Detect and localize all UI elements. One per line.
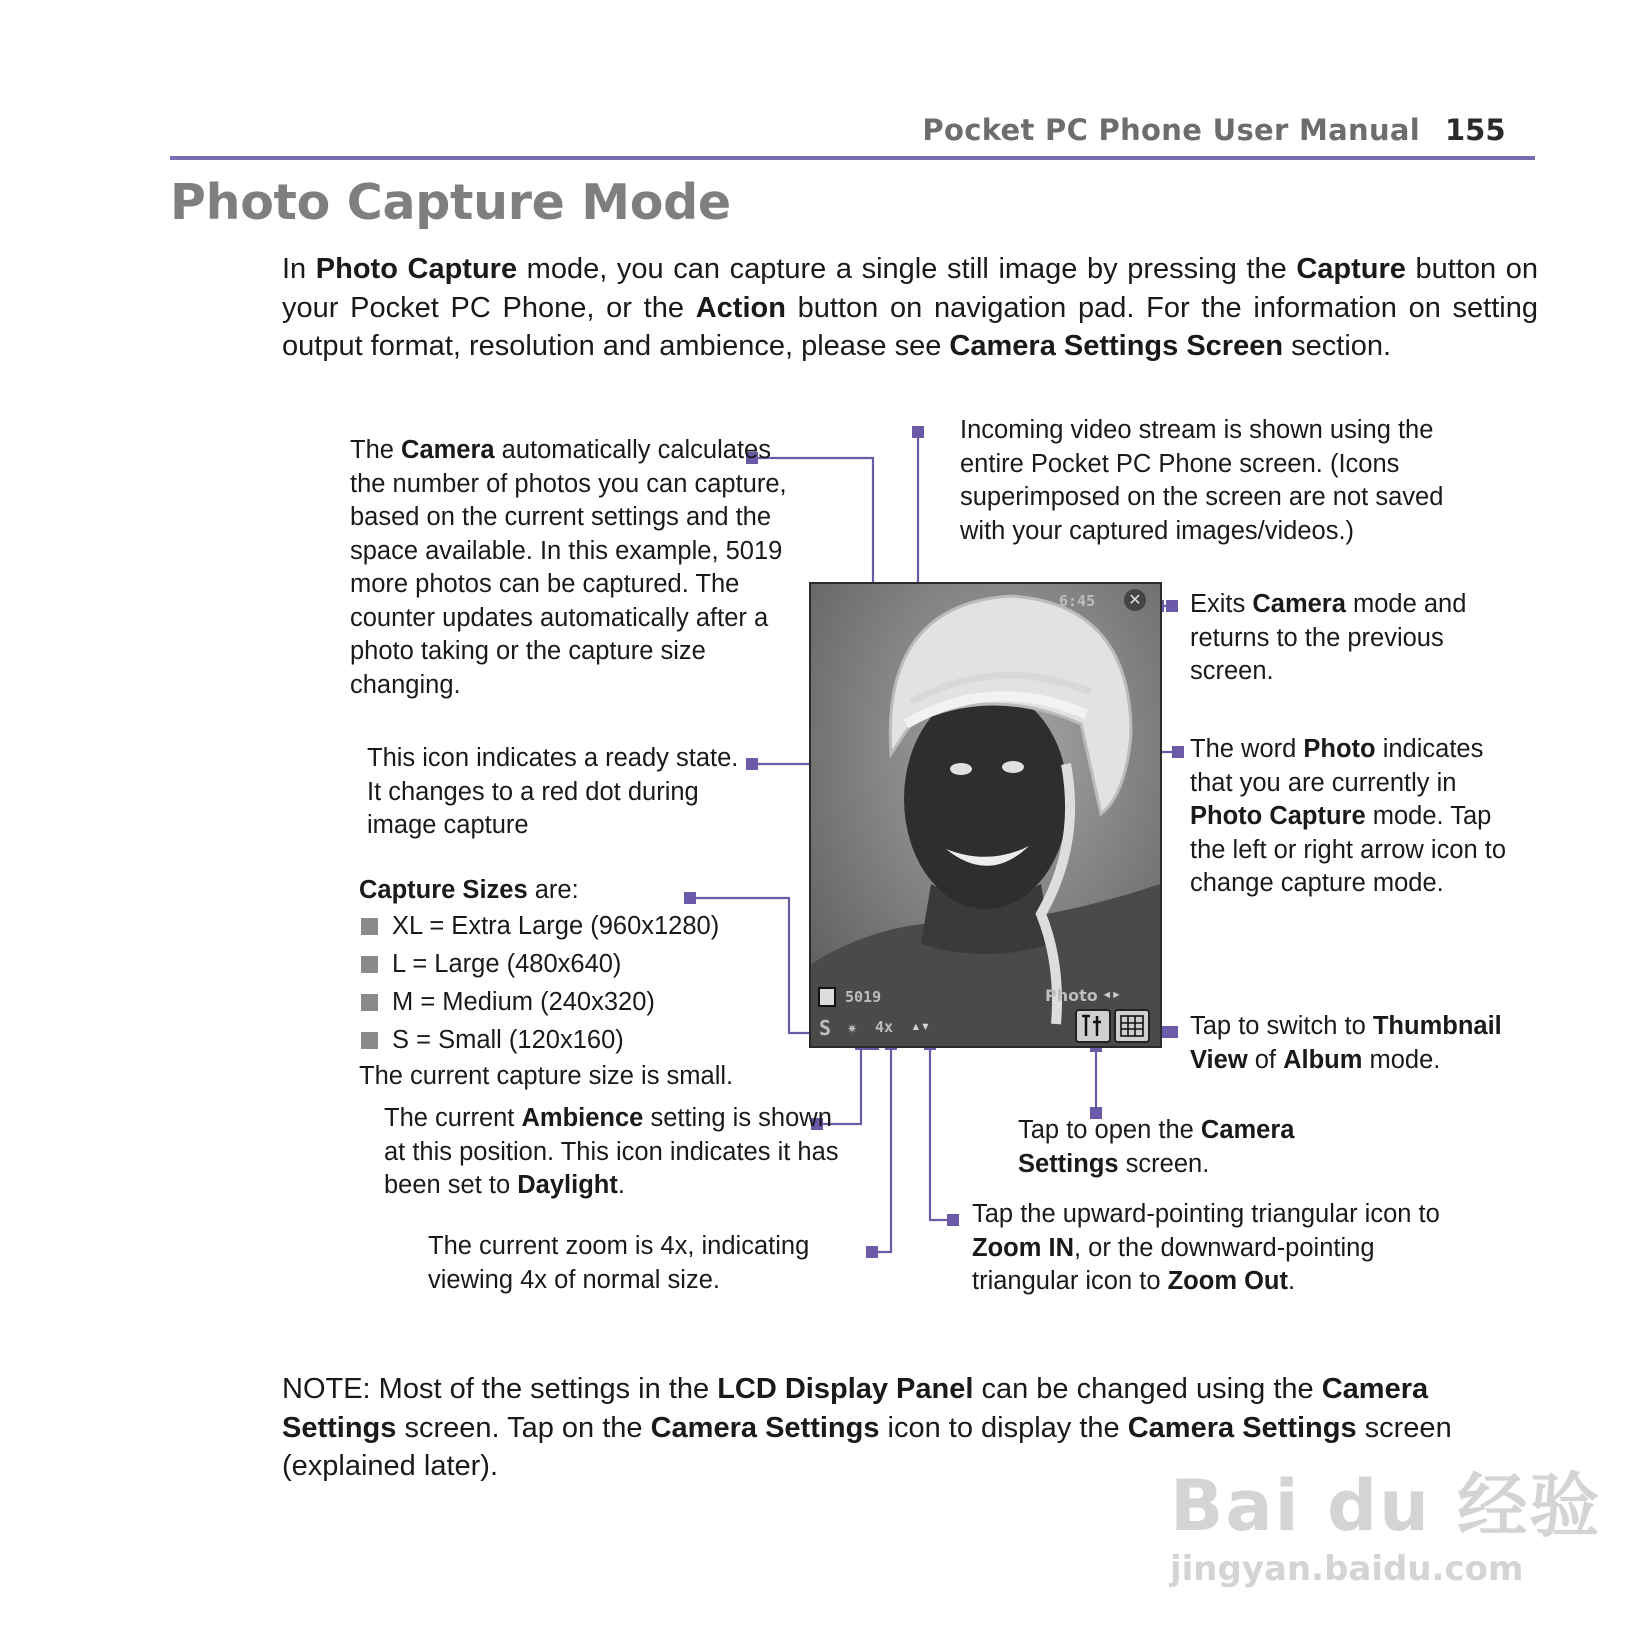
page-number: 155 [1445, 113, 1506, 147]
zoom-level: 4x [875, 1018, 894, 1036]
callout-camera-settings: Tap to open the Camera Settings screen. [1018, 1116, 1295, 1178]
capture-size-letter: S [819, 1016, 832, 1040]
note-paragraph: NOTE: Most of the settings in the LCD Display Panel can be changed using the Camera Settings screen. Tap on the Camera Settings icon to display the Camera Settings screen (explained later). [282, 1373, 1452, 1482]
list-item: S = Small (120x160) [359, 1022, 779, 1060]
zoom-arrows-icon[interactable]: ▴▾ [911, 1016, 931, 1035]
callout-capture-sizes: Capture Sizes are: XL = Extra Large (960x1280) L = Large (480x640) M = Medium (240x320) S = Small (120x160) The current capture size is small. [359, 874, 779, 1093]
daylight-ambience-icon: ✷ [847, 1018, 858, 1038]
callout-photo-counter: The Camera automatically calculates the number of photos you can capture, based on the current settings and the space available. In this example, 5019 more photos can be captured. The counter updates automatically after a photo taking or the capture size changing. [350, 436, 787, 699]
callout-zoom-level: The current zoom is 4x, indicating viewing 4x of normal size. [428, 1232, 810, 1294]
thumbnail-view-icon[interactable] [1114, 1009, 1150, 1043]
callout-thumbnail: Tap to switch to Thumbnail View of Album mode. [1190, 1012, 1502, 1074]
close-icon[interactable]: ✕ [1124, 589, 1146, 611]
camera-video-stream [811, 584, 1160, 1046]
mode-word-photo: Photo [1045, 986, 1098, 1005]
list-item: XL = Extra Large (960x1280) [359, 908, 779, 946]
clock-time: 6:45 [1059, 592, 1096, 610]
camera-preview-screen[interactable] [809, 582, 1162, 1048]
callout-photo-word: The word Photo indicates that you are currently in Photo Capture mode. Tap the left or right arrow icon to change capture mode. [1190, 735, 1507, 897]
manual-title: Pocket PC Phone User Manual [922, 113, 1420, 147]
callout-video-stream: Incoming video stream is shown using the entire Pocket PC Phone screen. (Icons superimposed on the screen are not saved with your captured images/videos.) [960, 416, 1444, 545]
mode-switch-arrows[interactable]: ◂▸ [1102, 984, 1122, 1003]
ready-state-icon [818, 987, 836, 1007]
intro-paragraph: In Photo Capture mode, you can capture a single still image by pressing the Capture button on your Pocket PC Phone, or the Action button on navigation pad. For the information on setting output format, resolution and ambience, please see Camera Settings Screen section. [282, 253, 1539, 362]
watermark-logo: Bai du 经验 [1170, 1465, 1602, 1547]
watermark-url: jingyan.baidu.com [1170, 1549, 1524, 1589]
page-title: Photo Capture Mode [170, 174, 731, 231]
callout-exit: Exits Camera mode and returns to the previous screen. [1190, 590, 1467, 685]
callout-ready-state: This icon indicates a ready state. It changes to a red dot during image capture [367, 744, 739, 839]
list-item: L = Large (480x640) [359, 946, 779, 984]
photo-counter: 5019 [845, 988, 882, 1006]
callout-zoom-control: Tap the upward-pointing triangular icon to Zoom IN, or the downward-pointing triangular icon to Zoom Out. [972, 1200, 1440, 1295]
callout-ambience: The current Ambience setting is shown at this position. This icon indicates it has been set to Daylight. [384, 1104, 839, 1199]
list-item: M = Medium (240x320) [359, 984, 779, 1022]
baidu-watermark [1170, 1450, 1601, 1589]
camera-settings-icon[interactable] [1075, 1009, 1111, 1043]
